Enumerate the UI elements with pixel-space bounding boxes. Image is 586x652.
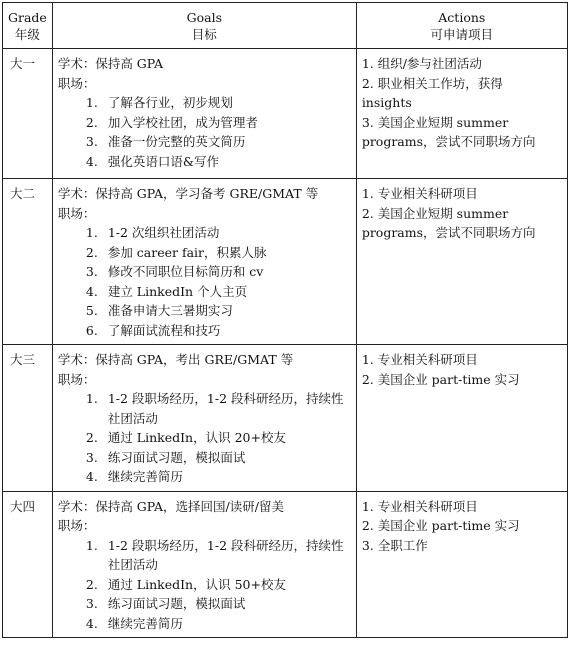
goals-cell: [52, 345, 356, 492]
academic-goal: 学术：保持高 GPA，考出 GRE/GMAT 等: [57, 352, 294, 367]
list-text: 准备申请大三暑期实习: [107, 303, 233, 318]
academic-goal: 学术：保持高 GPA，学习备考 GRE/GMAT 等: [57, 186, 319, 201]
list-number: 5.: [85, 303, 98, 318]
list-number: 3.: [85, 449, 98, 465]
career-label: 职场：: [57, 371, 96, 387]
list-item: [58, 594, 351, 614]
list-number: 1.: [85, 391, 98, 406]
list-number: 1.: [85, 537, 98, 553]
list-number: 4.: [85, 615, 98, 631]
action-line: insights: [361, 95, 412, 110]
list-number: 4.: [85, 153, 98, 169]
header-goals: [52, 3, 356, 49]
header-grade-zh: 年级: [14, 27, 40, 42]
actions-cell: [356, 491, 567, 638]
list-number: 4.: [85, 469, 98, 484]
list-item: [58, 321, 351, 341]
list-number: 2.: [85, 430, 98, 445]
action-line: 3. 全职工作: [361, 537, 428, 553]
list-item: [58, 428, 351, 448]
header-actions-en: Actions: [438, 10, 486, 25]
list-item: [58, 223, 351, 243]
action-line: 3. 美国企业短期 summer: [361, 114, 509, 130]
list-text: 了解各行业，初步规划: [107, 95, 233, 110]
list-item: [58, 282, 351, 302]
list-text: 通过 LinkedIn，认识 50+校友: [107, 576, 286, 592]
actions-cell: [356, 49, 567, 179]
list-item: [58, 113, 351, 133]
header-actions: [356, 3, 567, 49]
list-number: 3.: [85, 264, 98, 279]
grade-cell: 大一: [3, 49, 53, 179]
actions-cell: [356, 345, 567, 492]
goals-cell: [52, 491, 356, 638]
list-number: 2.: [85, 114, 98, 130]
list-item: [58, 132, 351, 152]
header-goals-en: Goals: [186, 10, 222, 25]
list-text: 建立 LinkedIn 个人主页: [107, 283, 248, 299]
list-number: 1.: [85, 95, 98, 110]
action-line: 1. 组织/参与社团活动: [361, 56, 482, 71]
list-text: 准备一份完整的英文简历: [107, 134, 246, 149]
table-row: [3, 491, 568, 638]
list-text: 继续完善简历: [107, 469, 183, 484]
action-line: programs，尝试不同职场方向: [361, 134, 536, 149]
grade-cell: 大四: [3, 491, 53, 638]
list-text: 加入学校社团，成为管理者: [107, 114, 258, 130]
list-item: [58, 243, 351, 263]
list-text: 强化英语口语&写作: [107, 153, 219, 169]
grade-cell: 大三: [3, 345, 53, 492]
list-text: 1-2 段职场经历，1-2 段科研经历，持续性社团活动: [107, 391, 344, 426]
actions-cell: [356, 179, 567, 345]
header-actions-zh: 可申请项目: [430, 27, 494, 42]
list-item: [58, 614, 351, 634]
list-item: [58, 448, 351, 468]
list-number: 6.: [85, 322, 98, 338]
career-goal-list: [58, 389, 351, 487]
goals-cell: [52, 179, 356, 345]
list-text: 继续完善简历: [107, 615, 183, 631]
list-item: [58, 301, 351, 321]
list-text: 通过 LinkedIn，认识 20+校友: [107, 430, 286, 445]
table-row: [3, 49, 568, 179]
list-item: [58, 467, 351, 487]
action-line: 1. 专业相关科研项目: [361, 186, 478, 201]
list-item: [58, 93, 351, 113]
action-line: programs，尝试不同职场方向: [361, 225, 536, 240]
list-item: [58, 536, 351, 575]
action-line: 2. 职业相关工作坊，获得: [361, 75, 503, 91]
list-number: 4.: [85, 283, 98, 299]
list-item: [58, 575, 351, 595]
list-text: 参加 career fair，积累人脉: [107, 244, 267, 260]
action-line: 2. 美国企业短期 summer: [361, 205, 509, 221]
list-text: 练习面试习题，模拟面试: [107, 596, 246, 611]
action-line: 2. 美国企业 part-time 实习: [361, 371, 520, 387]
list-number: 1.: [85, 225, 98, 240]
list-item: [58, 262, 351, 282]
career-goal-list: [58, 223, 351, 340]
action-line: 1. 专业相关科研项目: [361, 352, 478, 367]
header-row: [3, 3, 568, 49]
list-item: [58, 152, 351, 172]
header-goals-zh: 目标: [191, 27, 217, 42]
list-text: 了解面试流程和技巧: [107, 322, 221, 338]
career-label: 职场：: [57, 75, 96, 91]
grade-cell: 大二: [3, 179, 53, 345]
career-label: 职场：: [57, 518, 96, 533]
list-number: 3.: [85, 596, 98, 611]
table-row: [3, 179, 568, 345]
career-label: 职场：: [57, 205, 96, 221]
table-row: [3, 345, 568, 492]
list-text: 练习面试习题，模拟面试: [107, 449, 246, 465]
academic-goal: 学术：保持高 GPA: [57, 56, 164, 71]
list-text: 修改不同职位目标简历和 cv: [107, 264, 264, 279]
header-grade: [3, 3, 53, 49]
list-text: 1-2 段职场经历，1-2 段科研经历，持续性社团活动: [107, 537, 344, 572]
goals-cell: [52, 49, 356, 179]
list-text: 1-2 次组织社团活动: [107, 225, 220, 240]
planning-table: [2, 2, 568, 638]
list-number: 3.: [85, 134, 98, 149]
header-grade-en: Grade: [8, 10, 47, 25]
action-line: 2. 美国企业 part-time 实习: [361, 518, 520, 533]
action-line: 1. 专业相关科研项目: [361, 498, 478, 514]
career-goal-list: [58, 93, 351, 171]
academic-goal: 学术：保持高 GPA，选择回国/读研/留美: [57, 498, 284, 514]
career-goal-list: [58, 536, 351, 634]
list-item: [58, 389, 351, 428]
list-number: 2.: [85, 576, 98, 592]
list-number: 2.: [85, 244, 98, 260]
